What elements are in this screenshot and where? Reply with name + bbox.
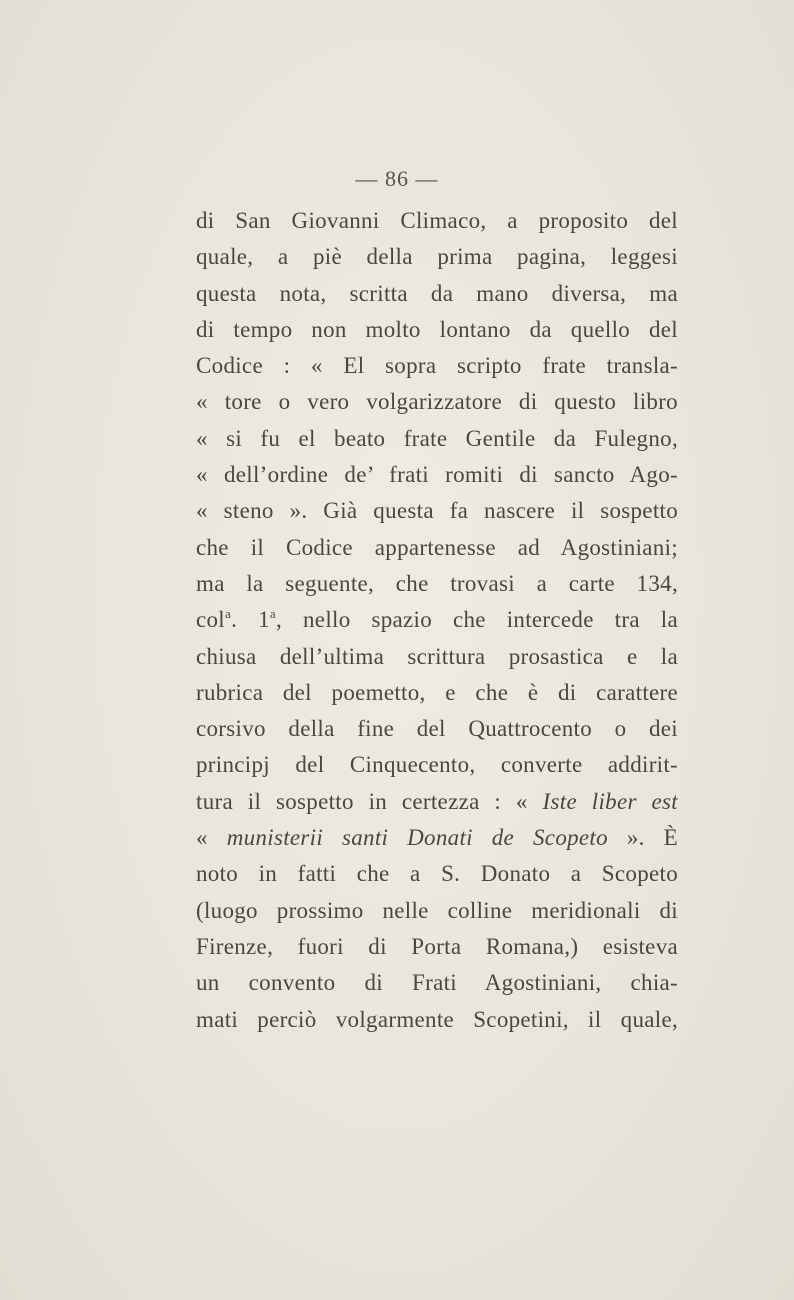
text-line: ma la seguente, che trovasi a carte 134, [196,570,678,596]
superscript: a [269,606,276,622]
quote-close: ». È [607,825,678,851]
text-line: un convento di Frati Agostiniani, chia- [196,970,678,996]
line-rest: , nello spazio che intercede tra la [276,607,678,633]
superscript: a [225,606,232,622]
text-line: rubrica del poemetto, e che è di carattere [196,679,678,705]
body-text [196,203,678,1038]
italic-quote: Iste liber est [542,788,678,814]
italic-quote: munisterii santi Donati de Scopeto [226,825,608,851]
col-abbrev: col [196,607,225,633]
text-line: che il Codice appartenesse ad Agostiniani; [196,534,678,560]
text-line: noto in fatti che a S. Donato a Scopeto [196,861,678,887]
text-line: « tore o vero volgarizzatore di questo libro [196,389,678,415]
text-line: corsivo della fine del Quattrocento o dei [196,716,678,742]
text-line-with-italic [196,820,678,856]
text-line: questa nota, scritta da mano diversa, ma [196,280,678,306]
text-line: di San Giovanni Climaco, a proposito del [196,208,678,233]
text-line-with-superscripts [196,602,678,638]
column-number: 1 [258,607,270,633]
text-line: « steno ». Già questa fa nascere il sospetto [196,498,678,524]
text-line: Codice : « El sopra scripto frate transla- [196,353,678,379]
separator: . [231,607,238,633]
text-line: principj del Cinquecento, converte addirit- [196,752,678,778]
text-line: (luogo prossimo nelle colline meridionali di [196,897,678,923]
text-line-with-italic [196,784,678,820]
text-line: mati perciò volgarmente Scopetini, il quale, [196,1006,678,1032]
text-line: chiusa dell’ultima scrittura prosastica e la [196,643,678,669]
text-line: « dell’ordine de’ frati romiti di sancto Ago- [196,462,678,488]
text-line: quale, a piè della prima pagina, leggesi [196,244,678,270]
quote-open: « [196,825,227,851]
page-number: — 86 — [355,166,439,191]
line-text: tura il sospetto in certezza : « [196,788,543,814]
text-line: « si fu el beato frate Gentile da Fulegno, [196,425,678,451]
text-line: di tempo non molto lontano da quello del [196,316,678,342]
text-line: Firenze, fuori di Porta Romana,) esisteva [196,933,678,959]
